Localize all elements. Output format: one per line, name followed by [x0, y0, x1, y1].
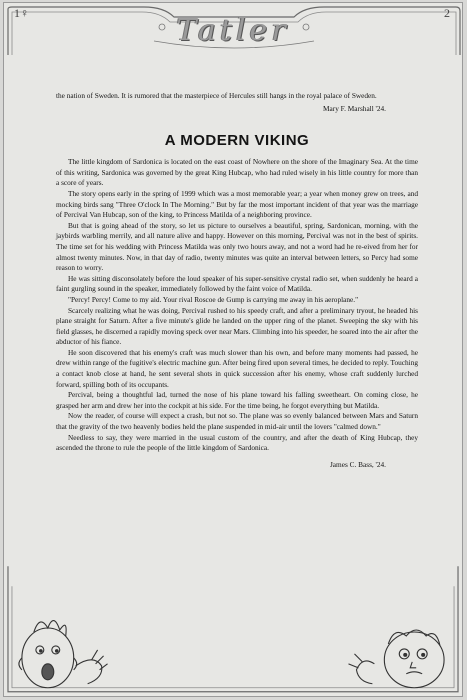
article-paragraph: The story opens early in the spring of 1999 which was a most memorable year; a year when money grew on trees, and mocking birds sang "Three O'clock In The Morning." But by far the most important incident of that year was the marriage of Percival Van Hubcap, son of the king, to Princess Matilda of a neighboring province. [56, 188, 418, 220]
previous-article-signature: Mary F. Marshall '24. [323, 103, 386, 113]
right-cartoon-face-icon [348, 630, 444, 688]
article-signature: James C. Bass, '24. [329, 459, 386, 469]
article-paragraph: "Percy! Percy! Come to my aid. Your rival Roscoe de Gump is carrying me away in his aeroplane." [68, 294, 359, 304]
page-header [4, 3, 462, 55]
masthead-title: Tatler [176, 13, 290, 48]
page-content [56, 91, 418, 470]
article-paragraph: Scarcely realizing what he was doing, Percival rushed to his speedy craft, and after a preliminary tryout, he headed his plane straight for Saturn. After a five minute's glide he landed on the upper ring of the planet. Sweeping the sky with his field glasses, he discerned a rapidly moving speck over near Mars. Climbing into his speeder, he soared into the air after the abductor of his fiance. [56, 305, 418, 347]
article-paragraph: Percival, being a thoughtful lad, turned the nose of his plane toward his falling sweetheart. On coming close, he grasped her arm and drew her into the cockpit at his side. For the time being, he forgot everything but Matilda. [56, 390, 418, 410]
left-cartoon-face-icon [19, 621, 108, 688]
page-number-left: 1♀ [14, 6, 29, 20]
article-paragraph: The little kingdom of Sardonica is located on the east coast of Nowhere on the shore of the Imaginary Sea. At the time of this writing, Sardonica was governed by the great King Hubcap, who had ruled wisely in his little country for more than a score of years. [56, 157, 418, 188]
article-paragraph: But that is going ahead of the story, so let us picture to ourselves a beautiful, spring, Sardonican, morning, with the jaybirds warbling merrily, and all nature alive and happy. However on this morning, Percival was not in the best of spirits. The time set for his wedding with Princess Matilda was only two hours away, and not a word had he re-eived from her for almost twenty minutes. Now, in that day of radio, twenty minutes was quite an interval between letters, so Percy had some reason to worry. [56, 220, 418, 273]
article-paragraph: He was sitting disconsolately before the loud speaker of his super-sensitive crystal radio set, when suddenly he heard a faint gurgling sound in the speaker, immediately followed by the faint voice of Matilda. [56, 273, 418, 294]
page-number-right: 2 [444, 6, 450, 20]
article-title: A MODERN VIKING [164, 132, 310, 150]
footer-cartoon-border [4, 566, 462, 696]
article-paragraph: Now the reader, of course will expect a crash, but not so. The plane was so evenly balanced between Mars and Saturn that the gravity of the two heavenly bodies held the plane suspended in mid-air until the lovers "calmed down." [56, 411, 418, 432]
previous-article-ending: the nation of Sweden. It is rumored that the masterpiece of Hercules still hangs in the royal palace of Sweden. [56, 91, 377, 100]
document-page [3, 2, 463, 697]
article-paragraph: He soon discovered that his enemy's craft was much slower than his own, and before many moments had passed, he drew within range of the fugitive's electric machine gun. After being fired upon several times, he decided to reply. Touching a contact knob close at hand, he sent several shots in quick succession after his enemy, whose craft suddenly lurched forward, spilling both of its occupants. [56, 347, 418, 389]
article-paragraph: Needless to say, they were married in the usual custom of the country, and after the death of King Hubcap, they ascended the throne to rule the people of the little kingdom of Sardonica. [56, 432, 418, 453]
